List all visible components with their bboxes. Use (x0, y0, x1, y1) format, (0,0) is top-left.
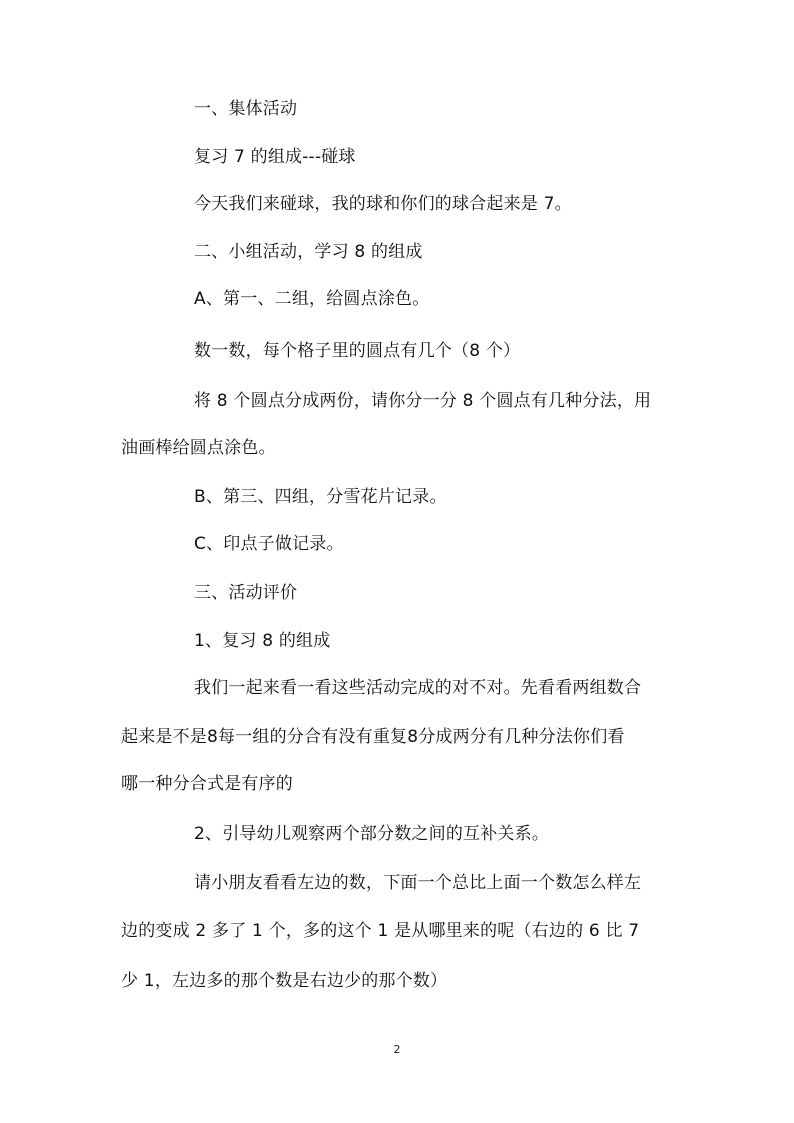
text-complementary-relation: 2、引导幼儿观察两个部分数之间的互补关系。 (194, 824, 550, 844)
page-number: 2 (393, 1043, 401, 1056)
text-review-8-composition: 1、复习 8 的组成 (194, 631, 331, 651)
text-divide-dots-1: 将 8 个圆点分成两份，请你分一分 8 个圆点有几种分法，用 (194, 391, 652, 411)
text-bump-ball-intro: 今天我们来碰球，我的球和你们的球合起来是 7。 (194, 194, 572, 214)
text-left-number-3: 少 1，左边多的那个数是右边少的那个数） (121, 971, 448, 991)
text-group-b: B、第三、四组，分雪花片记录。 (194, 487, 447, 507)
heading-group-activity: 二、小组活动，学习 8 的组成 (194, 242, 423, 262)
text-group-a: A、第一、二组，给圆点涂色。 (194, 289, 430, 309)
heading-collective-activity: 一、集体活动 (194, 99, 298, 119)
text-divide-dots-2: 油画棒给圆点涂色。 (121, 438, 276, 458)
text-evaluation-1: 我们一起来看一看这些活动完成的对不对。先看看两组数合 (194, 678, 642, 698)
text-group-c: C、印点子做记录。 (194, 534, 344, 554)
text-evaluation-2: 起来是不是8每一组的分合有没有重复8分成两分有几种分法你们看 (121, 727, 625, 747)
text-review-7-composition: 复习 7 的组成---碰球 (194, 147, 356, 167)
text-evaluation-3: 哪一种分合式是有序的 (121, 774, 293, 794)
text-count-dots: 数一数，每个格子里的圆点有几个（8 个） (194, 341, 521, 361)
text-left-number-2: 边的变成 2 多了 1 个，多的这个 1 是从哪里来的呢（右边的 6 比 7 (121, 921, 640, 941)
heading-activity-evaluation: 三、活动评价 (194, 583, 298, 603)
text-left-number-1: 请小朋友看看左边的数，下面一个总比上面一个数怎么样左 (194, 873, 642, 893)
